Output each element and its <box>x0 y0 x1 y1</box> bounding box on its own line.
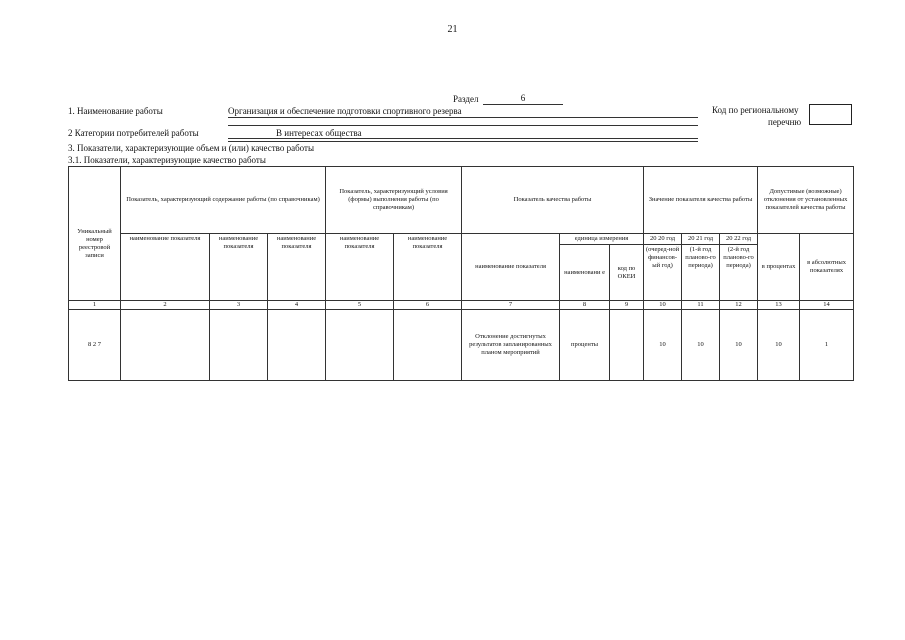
consumers-value: В интересах общества <box>228 128 698 139</box>
column-number: 2 <box>121 301 210 310</box>
work-name-label: 1. Наименование работы <box>68 106 163 116</box>
header-year-2021-desc: (1-й год планово-го периода) <box>682 245 720 301</box>
work-name-value: Организация и обеспечение подготовки спортивного резерва <box>228 106 698 118</box>
table-row <box>69 310 854 381</box>
header-year-2020: 20 20 год <box>644 234 682 245</box>
cell-content-4 <box>268 310 326 381</box>
work-name-underline-2 <box>228 125 698 126</box>
column-number: 10 <box>644 301 682 310</box>
column-number: 13 <box>758 301 800 310</box>
header-okei-code: код по ОКЕИ <box>610 245 644 301</box>
header-percent: в процентах <box>758 234 800 301</box>
column-number: 7 <box>462 301 560 310</box>
cell-deviation-percent: 10 <box>758 310 800 381</box>
page-number: 21 <box>447 24 458 35</box>
header-year-2022: 20 22 год <box>720 234 758 245</box>
header-content-indicator: Показатель, характеризующий содержание работы (по справочникам) <box>121 167 326 234</box>
column-number: 12 <box>720 301 758 310</box>
cell-unique-number: 8 2 7 <box>69 310 121 381</box>
header-quality-indicator: Показатель качества работы <box>462 167 644 234</box>
header-indicator-name-7: наименование показателя <box>462 234 560 301</box>
column-number: 8 <box>560 301 610 310</box>
column-number: 9 <box>610 301 644 310</box>
cell-value-2021: 10 <box>682 310 720 381</box>
header-indicator-name-6: наименование показателя <box>394 234 462 301</box>
header-indicator-name-2: наименование показателя <box>121 234 210 301</box>
regional-code-box <box>809 104 852 125</box>
consumers-label: 2 Категории потребителей работы <box>68 128 199 138</box>
regional-code-label-2: перечню <box>768 117 802 127</box>
column-number: 11 <box>682 301 720 310</box>
header-unit-name: наименовани е <box>560 245 610 301</box>
header-indicator-name-4: наименование показателя <box>268 234 326 301</box>
header-indicator-name-5: наименование показателя <box>326 234 394 301</box>
cell-indicator: Отклонение достигнутых результатов запланированных планом мероприятий <box>462 310 560 381</box>
header-quality-value: Значение показателя качества работы <box>644 167 758 234</box>
cell-deviation-absolute: 1 <box>800 310 854 381</box>
header-unit: единица измерения <box>560 234 644 245</box>
header-deviations: Допустимые (возможные) отклонения от установленных показателей качества работы <box>758 167 854 234</box>
header-absolute: в абсолютных показателях <box>800 234 854 301</box>
column-number: 14 <box>800 301 854 310</box>
section-label: Раздел <box>453 94 479 104</box>
consumers-underline-2 <box>228 141 698 142</box>
header-indicator-name-3: наименование показателя <box>210 234 268 301</box>
header-conditions-indicator: Показатель, характеризующий условия (формы) выполнения работы (по справочникам) <box>326 167 462 234</box>
cell-content-2 <box>121 310 210 381</box>
header-unique-number: Уникальный номер реестровой записи <box>69 167 121 301</box>
quality-table <box>68 166 854 381</box>
column-number: 4 <box>268 301 326 310</box>
regional-code-label-1: Код по региональному <box>712 105 799 115</box>
section-number: 6 <box>483 93 563 105</box>
column-number: 6 <box>394 301 462 310</box>
cell-okei <box>610 310 644 381</box>
column-number: 3 <box>210 301 268 310</box>
cell-conditions-6 <box>394 310 462 381</box>
header-year-2021: 20 21 год <box>682 234 720 245</box>
indicators-heading: 3. Показатели, характеризующие объем и (или) качество работы <box>68 143 315 153</box>
column-number: 1 <box>69 301 121 310</box>
quality-heading: 3.1. Показатели, характеризующие качество работы <box>68 155 266 165</box>
header-year-2020-desc: (очеред-ной финансов-ый год) <box>644 245 682 301</box>
cell-value-2020: 10 <box>644 310 682 381</box>
header-year-2022-desc: (2-й год планово-го периода) <box>720 245 758 301</box>
cell-content-3 <box>210 310 268 381</box>
cell-conditions-5 <box>326 310 394 381</box>
column-number: 5 <box>326 301 394 310</box>
cell-unit: проценты <box>560 310 610 381</box>
column-number-row <box>69 301 854 310</box>
cell-value-2022: 10 <box>720 310 758 381</box>
